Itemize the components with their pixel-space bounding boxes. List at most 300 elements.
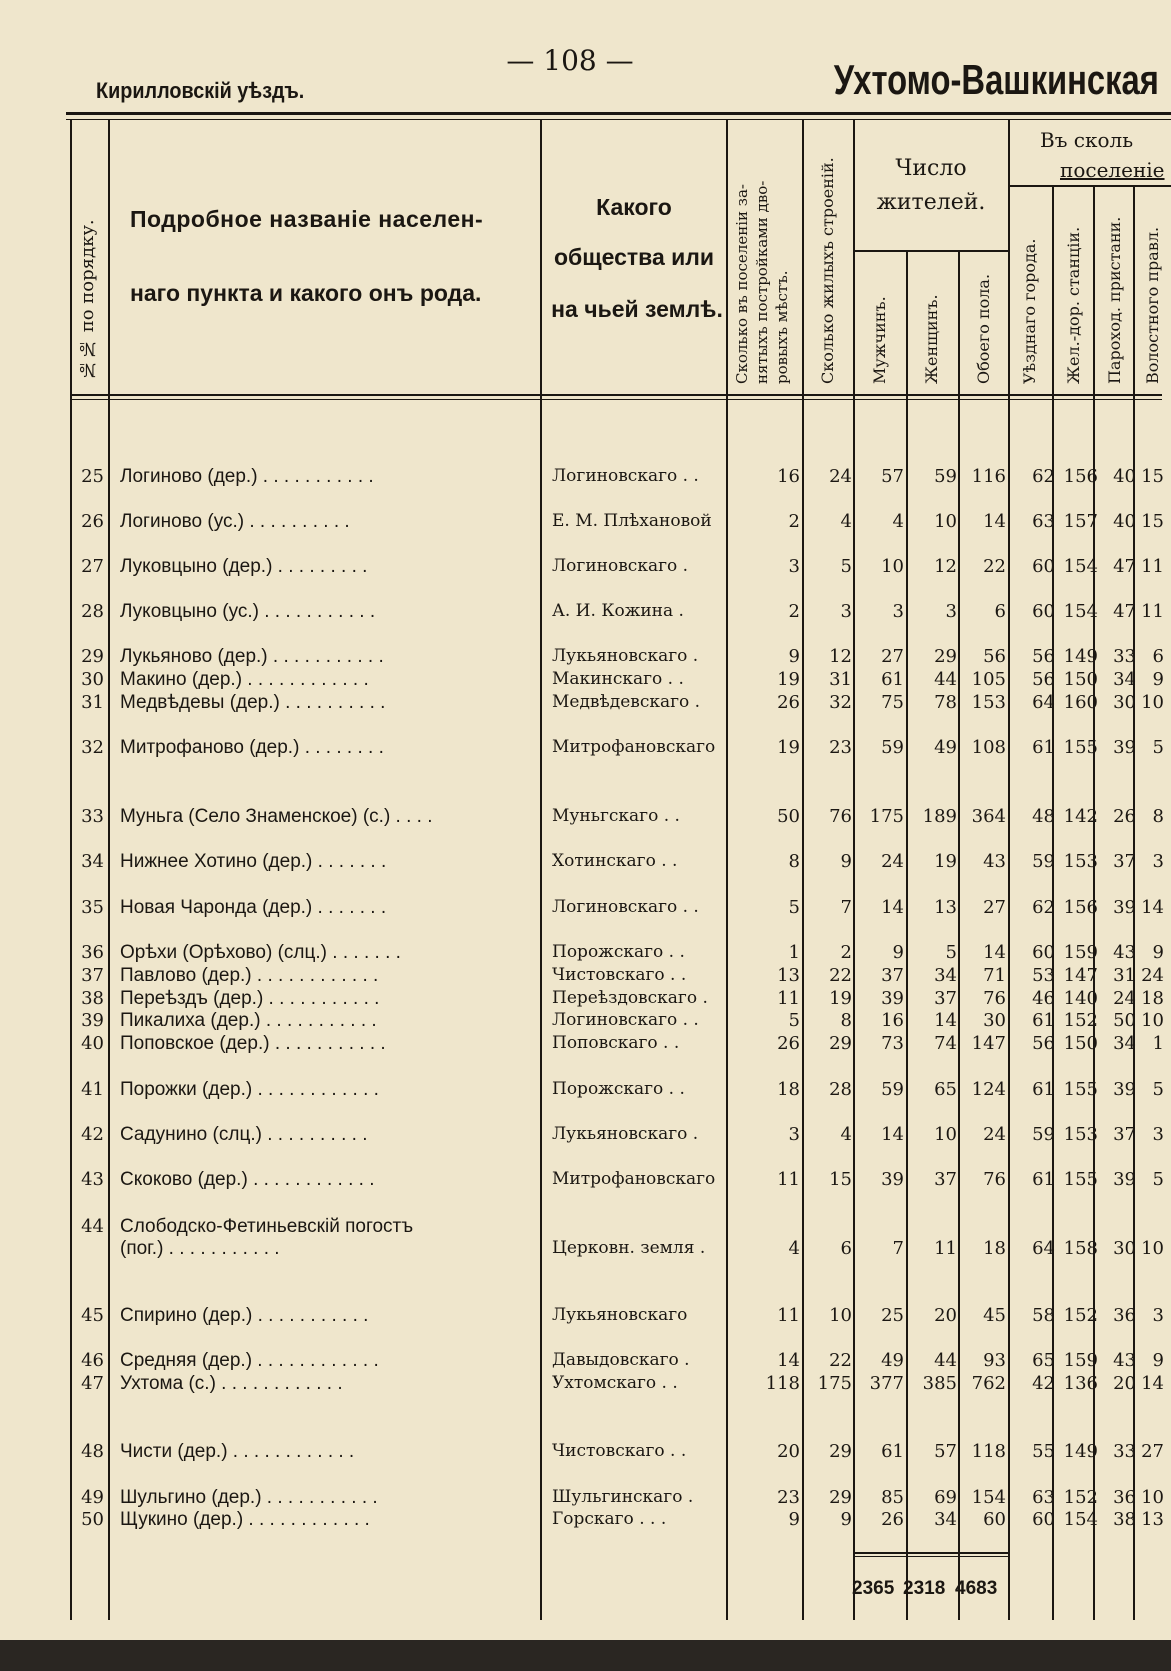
households-value: 50 <box>777 806 800 827</box>
place-name: Медвѣдевы (дер.) . . . . . . . . . . <box>120 692 386 713</box>
men-value: 16 <box>881 1010 904 1031</box>
women-value: 20 <box>934 1305 957 1326</box>
header-pier: Пароход. пристани. <box>1105 216 1124 384</box>
total-value: 30 <box>983 1010 1006 1031</box>
header-women: Женщинъ. <box>922 294 941 384</box>
volost-distance: 9 <box>1152 669 1164 690</box>
table-row <box>0 988 1171 1010</box>
town-distance: 65 <box>1032 1350 1055 1371</box>
households-value: 118 <box>765 1373 800 1394</box>
place-name: Средняя (дер.) . . . . . . . . . . . . <box>120 1350 379 1371</box>
subheader-rule <box>1008 185 1171 187</box>
place-name: Луковцыно (ус.) . . . . . . . . . . . <box>120 601 376 622</box>
town-distance: 64 <box>1032 692 1055 713</box>
rail-distance: 159 <box>1063 1350 1098 1371</box>
households-value: 20 <box>777 1441 800 1462</box>
row-number: 28 <box>81 601 104 622</box>
rail-distance: 154 <box>1063 601 1098 622</box>
row-number: 40 <box>81 1033 104 1054</box>
place-name: Павлово (дер.) . . . . . . . . . . . . <box>120 965 379 986</box>
place-name: Скоково (дер.) . . . . . . . . . . . . <box>120 1169 375 1190</box>
households-value: 18 <box>777 1079 800 1100</box>
pier-distance: 24 <box>1113 988 1136 1009</box>
town-distance: 55 <box>1032 1441 1055 1462</box>
place-name: Орѣхи (Орѣхово) (слц.) . . . . . . . <box>120 942 401 963</box>
town-distance: 63 <box>1032 1487 1055 1508</box>
district-title: Кирилловскій уѣздъ. <box>96 78 305 103</box>
volost-distance: 14 <box>1141 897 1164 918</box>
society-name: Логиновскаго . . <box>552 1010 699 1030</box>
table-row <box>0 556 1171 578</box>
women-value: 10 <box>934 511 957 532</box>
page-number: — 108 — <box>506 44 634 77</box>
total-value: 108 <box>971 737 1006 758</box>
table-row <box>0 1487 1171 1509</box>
header-distance-line2: поселеніе <box>1060 158 1165 182</box>
total-value: 24 <box>983 1124 1006 1145</box>
buildings-value: 22 <box>829 965 852 986</box>
total-value: 45 <box>983 1305 1006 1326</box>
pier-distance: 39 <box>1113 1079 1136 1100</box>
volost-distance: 13 <box>1141 1509 1164 1530</box>
volost-distance: 9 <box>1152 1350 1164 1371</box>
town-distance: 59 <box>1032 851 1055 872</box>
pier-distance: 37 <box>1113 851 1136 872</box>
rail-distance: 154 <box>1063 556 1098 577</box>
men-value: 39 <box>881 1169 904 1190</box>
row-number: 39 <box>81 1010 104 1031</box>
rail-distance: 153 <box>1063 1124 1098 1145</box>
row-number: 49 <box>81 1487 104 1508</box>
table-row <box>0 1216 1171 1238</box>
society-name: Горскаго . . . <box>552 1509 667 1529</box>
buildings-value: 76 <box>829 806 852 827</box>
table-row <box>0 1305 1171 1327</box>
pier-distance: 34 <box>1113 1033 1136 1054</box>
total-value: 71 <box>983 965 1006 986</box>
town-distance: 56 <box>1032 1033 1055 1054</box>
women-value: 37 <box>934 988 957 1009</box>
society-name: Митрофановскаго <box>552 1169 716 1189</box>
town-distance: 61 <box>1032 1079 1055 1100</box>
households-value: 8 <box>788 851 800 872</box>
rail-distance: 136 <box>1063 1373 1098 1394</box>
society-name: Шульгинскаго . <box>552 1487 694 1507</box>
row-number: 27 <box>81 556 104 577</box>
society-name: Лукьяновскаго <box>552 1305 688 1325</box>
header-name-line2: наго пункта и какого онъ рода. <box>130 280 482 306</box>
households-value: 2 <box>788 511 800 532</box>
total-value: 105 <box>971 669 1006 690</box>
men-value: 4 <box>892 511 904 532</box>
rail-distance: 155 <box>1063 737 1098 758</box>
header-society-line2: общества или <box>553 244 715 270</box>
buildings-value: 3 <box>840 601 852 622</box>
volost-distance: 10 <box>1141 1487 1164 1508</box>
pier-distance: 39 <box>1113 897 1136 918</box>
total-value: 93 <box>983 1350 1006 1371</box>
rail-distance: 158 <box>1063 1238 1098 1259</box>
total-value: 43 <box>983 851 1006 872</box>
women-value: 44 <box>934 1350 957 1371</box>
total-value: 60 <box>983 1509 1006 1530</box>
table-row <box>0 692 1171 714</box>
total-value: 22 <box>983 556 1006 577</box>
women-value: 385 <box>922 1373 957 1394</box>
buildings-value: 29 <box>829 1033 852 1054</box>
buildings-value: 2 <box>840 942 852 963</box>
row-number: 48 <box>81 1441 104 1462</box>
total-men: 2365 <box>852 1578 895 1599</box>
society-name: Церковн. земля . <box>552 1238 706 1258</box>
town-distance: 60 <box>1032 556 1055 577</box>
volost-distance: 24 <box>1141 965 1164 986</box>
society-name: Медвѣдевскаго . <box>552 692 701 712</box>
rail-distance: 152 <box>1063 1010 1098 1031</box>
header-men: Мужчинъ. <box>870 296 889 384</box>
women-value: 44 <box>934 669 957 690</box>
buildings-value: 175 <box>817 1373 852 1394</box>
top-rule <box>66 112 1171 115</box>
total-value: 14 <box>983 511 1006 532</box>
men-value: 61 <box>881 1441 904 1462</box>
men-value: 14 <box>881 897 904 918</box>
households-value: 9 <box>788 646 800 667</box>
buildings-value: 29 <box>829 1487 852 1508</box>
rail-distance: 140 <box>1063 988 1098 1009</box>
row-number: 45 <box>81 1305 104 1326</box>
buildings-value: 9 <box>840 1509 852 1530</box>
town-distance: 56 <box>1032 669 1055 690</box>
row-number: 30 <box>81 669 104 690</box>
society-name: Макинскаго . . <box>552 669 684 689</box>
households-value: 19 <box>777 669 800 690</box>
men-value: 59 <box>881 1079 904 1100</box>
town-distance: 42 <box>1032 1373 1055 1394</box>
pier-distance: 37 <box>1113 1124 1136 1145</box>
table-row <box>0 1509 1171 1531</box>
volost-distance: 1 <box>1152 1033 1164 1054</box>
rail-distance: 160 <box>1063 692 1098 713</box>
volost-distance: 3 <box>1152 851 1164 872</box>
society-name: Поповскаго . . <box>552 1033 680 1053</box>
total-value: 14 <box>983 942 1006 963</box>
table-row <box>0 1441 1171 1463</box>
pier-distance: 47 <box>1113 601 1136 622</box>
rail-distance: 152 <box>1063 1487 1098 1508</box>
households-value: 11 <box>777 1305 800 1326</box>
pier-distance: 47 <box>1113 556 1136 577</box>
row-number: 33 <box>81 806 104 827</box>
town-distance: 63 <box>1032 511 1055 532</box>
pier-distance: 50 <box>1113 1010 1136 1031</box>
buildings-value: 23 <box>829 737 852 758</box>
table-row <box>0 601 1171 623</box>
pier-distance: 39 <box>1113 1169 1136 1190</box>
women-value: 59 <box>934 466 957 487</box>
buildings-value: 4 <box>840 1124 852 1145</box>
buildings-value: 9 <box>840 851 852 872</box>
men-value: 9 <box>892 942 904 963</box>
header-bottom-rule <box>72 394 1162 396</box>
rail-distance: 149 <box>1063 646 1098 667</box>
households-value: 14 <box>777 1350 800 1371</box>
society-name: Переѣздовскаго . <box>552 988 708 1008</box>
pier-distance: 43 <box>1113 942 1136 963</box>
buildings-value: 22 <box>829 1350 852 1371</box>
scan-edge <box>0 1640 1171 1671</box>
households-value: 1 <box>788 942 800 963</box>
place-name: Нижнее Хотино (дер.) . . . . . . . <box>120 851 387 872</box>
row-number: 41 <box>81 1079 104 1100</box>
society-name: Порожскаго . . <box>552 942 685 962</box>
men-value: 377 <box>869 1373 904 1394</box>
total-value: 154 <box>971 1487 1006 1508</box>
volost-distance: 8 <box>1152 806 1164 827</box>
place-name: Щукино (дер.) . . . . . . . . . . . . <box>120 1509 370 1530</box>
society-name: Муньгскаго . . <box>552 806 680 826</box>
table-row <box>0 1169 1171 1191</box>
row-number: 47 <box>81 1373 104 1394</box>
row-number: 36 <box>81 942 104 963</box>
pier-distance: 33 <box>1113 1441 1136 1462</box>
table-row <box>0 942 1171 964</box>
volost-distance: 6 <box>1152 646 1164 667</box>
volost-distance: 18 <box>1141 988 1164 1009</box>
pier-distance: 26 <box>1113 806 1136 827</box>
volost-distance: 11 <box>1141 601 1164 622</box>
table-row <box>0 1010 1171 1032</box>
rail-distance: 142 <box>1063 806 1098 827</box>
rail-distance: 153 <box>1063 851 1098 872</box>
rail-distance: 159 <box>1063 942 1098 963</box>
total-value: 76 <box>983 1169 1006 1190</box>
place-name: Шульгино (дер.) . . . . . . . . . . . <box>120 1487 378 1508</box>
pier-distance: 36 <box>1113 1487 1136 1508</box>
table-row <box>0 965 1171 987</box>
place-name: Ухтома (с.) . . . . . . . . . . . . <box>120 1373 343 1394</box>
pier-distance: 34 <box>1113 669 1136 690</box>
rail-distance: 147 <box>1063 965 1098 986</box>
place-name: Порожки (дер.) . . . . . . . . . . . . <box>120 1079 379 1100</box>
rail-distance: 150 <box>1063 1033 1098 1054</box>
men-value: 37 <box>881 965 904 986</box>
society-name: Чистовскаго . . <box>552 1441 687 1461</box>
buildings-value: 10 <box>829 1305 852 1326</box>
society-name: Логиновскаго . <box>552 556 689 576</box>
women-value: 49 <box>934 737 957 758</box>
households-value: 11 <box>777 1169 800 1190</box>
row-number: 43 <box>81 1169 104 1190</box>
table-row <box>0 1238 1171 1260</box>
table-row <box>0 1079 1171 1101</box>
column-divider <box>906 250 908 1620</box>
households-value: 11 <box>777 988 800 1009</box>
buildings-value: 32 <box>829 692 852 713</box>
households-value: 23 <box>777 1487 800 1508</box>
place-name: Лукьяново (дер.) . . . . . . . . . . . <box>120 646 384 667</box>
row-number: 35 <box>81 897 104 918</box>
pier-distance: 30 <box>1113 692 1136 713</box>
men-value: 57 <box>881 466 904 487</box>
society-name: Давыдовскаго . <box>552 1350 690 1370</box>
subheader-rule <box>853 250 1008 252</box>
place-name: Пикалиха (дер.) . . . . . . . . . . . <box>120 1010 377 1031</box>
row-number: 34 <box>81 851 104 872</box>
buildings-value: 15 <box>829 1169 852 1190</box>
place-name: Митрофаново (дер.) . . . . . . . . <box>120 737 384 758</box>
volost-distance: 5 <box>1152 1079 1164 1100</box>
households-value: 4 <box>788 1238 800 1259</box>
men-value: 7 <box>892 1238 904 1259</box>
women-value: 5 <box>945 942 957 963</box>
total-value: 762 <box>971 1373 1006 1394</box>
households-value: 9 <box>788 1509 800 1530</box>
total-value: 153 <box>971 692 1006 713</box>
row-number: 37 <box>81 965 104 986</box>
buildings-value: 8 <box>840 1010 852 1031</box>
buildings-value: 6 <box>840 1238 852 1259</box>
women-value: 189 <box>922 806 957 827</box>
rail-distance: 155 <box>1063 1079 1098 1100</box>
women-value: 69 <box>934 1487 957 1508</box>
buildings-value: 28 <box>829 1079 852 1100</box>
men-value: 24 <box>881 851 904 872</box>
town-distance: 62 <box>1032 897 1055 918</box>
rail-distance: 149 <box>1063 1441 1098 1462</box>
society-name: Лукьяновскаго . <box>552 1124 699 1144</box>
town-distance: 61 <box>1032 737 1055 758</box>
buildings-value: 4 <box>840 511 852 532</box>
total-value: 18 <box>983 1238 1006 1259</box>
men-value: 27 <box>881 646 904 667</box>
row-number: 42 <box>81 1124 104 1145</box>
rail-distance: 154 <box>1063 1509 1098 1530</box>
place-name: Слободско-Фетиньевскій погостъ <box>120 1216 414 1237</box>
volost-distance: 3 <box>1152 1305 1164 1326</box>
place-name: Спирино (дер.) . . . . . . . . . . . <box>120 1305 369 1326</box>
table-row <box>0 1124 1171 1146</box>
town-distance: 62 <box>1032 466 1055 487</box>
society-name: Хотинскаго . . <box>552 851 678 871</box>
town-distance: 60 <box>1032 1509 1055 1530</box>
volost-distance: 14 <box>1141 1373 1164 1394</box>
row-number: 31 <box>81 692 104 713</box>
women-value: 34 <box>934 1509 957 1530</box>
men-value: 75 <box>881 692 904 713</box>
men-value: 73 <box>881 1033 904 1054</box>
header-both: Обоего пола. <box>974 273 993 384</box>
header-inhabitants-line1: Число <box>895 156 967 181</box>
rail-distance: 157 <box>1063 511 1098 532</box>
households-value: 2 <box>788 601 800 622</box>
men-value: 61 <box>881 669 904 690</box>
rail-distance: 156 <box>1063 466 1098 487</box>
men-value: 3 <box>892 601 904 622</box>
total-both: 4683 <box>955 1578 998 1599</box>
volost-distance: 10 <box>1141 1010 1164 1031</box>
women-value: 57 <box>934 1441 957 1462</box>
women-value: 14 <box>934 1010 957 1031</box>
pier-distance: 20 <box>1113 1373 1136 1394</box>
town-distance: 48 <box>1032 806 1055 827</box>
society-name: Е. М. Плѣхановой <box>552 511 712 531</box>
women-value: 29 <box>934 646 957 667</box>
total-value: 6 <box>994 601 1006 622</box>
men-value: 26 <box>881 1509 904 1530</box>
women-value: 65 <box>934 1079 957 1100</box>
pier-distance: 43 <box>1113 1350 1136 1371</box>
pier-distance: 36 <box>1113 1305 1136 1326</box>
place-name: Логиново (ус.) . . . . . . . . . . <box>120 511 350 532</box>
men-value: 85 <box>881 1487 904 1508</box>
header-rail: Жел.-дор. станціи. <box>1064 226 1083 384</box>
header-bottom-rule-thin <box>72 399 1162 400</box>
town-distance: 56 <box>1032 646 1055 667</box>
place-name: Чисти (дер.) . . . . . . . . . . . . <box>120 1441 355 1462</box>
volost-distance: 5 <box>1152 1169 1164 1190</box>
row-number: 46 <box>81 1350 104 1371</box>
women-value: 10 <box>934 1124 957 1145</box>
society-name: Ухтомскаго . . <box>552 1373 678 1393</box>
women-value: 12 <box>934 556 957 577</box>
women-value: 19 <box>934 851 957 872</box>
table-row <box>0 511 1171 533</box>
header-volost-board: Волостного правл. <box>1143 226 1162 384</box>
table-row <box>0 897 1171 919</box>
men-value: 25 <box>881 1305 904 1326</box>
households-value: 26 <box>777 1033 800 1054</box>
place-name: Поповское (дер.) . . . . . . . . . . . <box>120 1033 386 1054</box>
rail-distance: 150 <box>1063 669 1098 690</box>
men-value: 10 <box>881 556 904 577</box>
table-row <box>0 737 1171 759</box>
row-number: 44 <box>81 1216 104 1237</box>
total-women: 2318 <box>903 1578 946 1599</box>
women-value: 13 <box>934 897 957 918</box>
households-value: 19 <box>777 737 800 758</box>
town-distance: 59 <box>1032 1124 1055 1145</box>
header-town: Уѣзднаго города. <box>1020 238 1039 384</box>
header-distance-line1: Въ сколь <box>1040 128 1134 152</box>
society-name: Чистовскаго . . <box>552 965 687 985</box>
pier-distance: 33 <box>1113 646 1136 667</box>
row-number: 26 <box>81 511 104 532</box>
row-number: 29 <box>81 646 104 667</box>
pier-distance: 31 <box>1113 965 1136 986</box>
place-name: Муньга (Село Знаменское) (с.) . . . . <box>120 806 433 827</box>
pier-distance: 30 <box>1113 1238 1136 1259</box>
header-number: №№ по порядку. <box>77 219 98 380</box>
table-row <box>0 669 1171 691</box>
men-value: 59 <box>881 737 904 758</box>
buildings-value: 5 <box>840 556 852 577</box>
header-society-line3: на чьей землѣ. <box>551 296 723 322</box>
women-value: 3 <box>945 601 957 622</box>
row-number: 38 <box>81 988 104 1009</box>
volost-title: Ухтомо-Вашкинская <box>833 56 1159 103</box>
place-name: Садунино (слц.) . . . . . . . . . . <box>120 1124 368 1145</box>
place-name: Макино (дер.) . . . . . . . . . . . . <box>120 669 369 690</box>
households-value: 5 <box>788 897 800 918</box>
place-name: (пог.) . . . . . . . . . . . <box>120 1238 280 1259</box>
men-value: 175 <box>869 806 904 827</box>
town-distance: 53 <box>1032 965 1055 986</box>
town-distance: 60 <box>1032 601 1055 622</box>
households-value: 16 <box>777 466 800 487</box>
town-distance: 61 <box>1032 1169 1055 1190</box>
households-value: 3 <box>788 556 800 577</box>
